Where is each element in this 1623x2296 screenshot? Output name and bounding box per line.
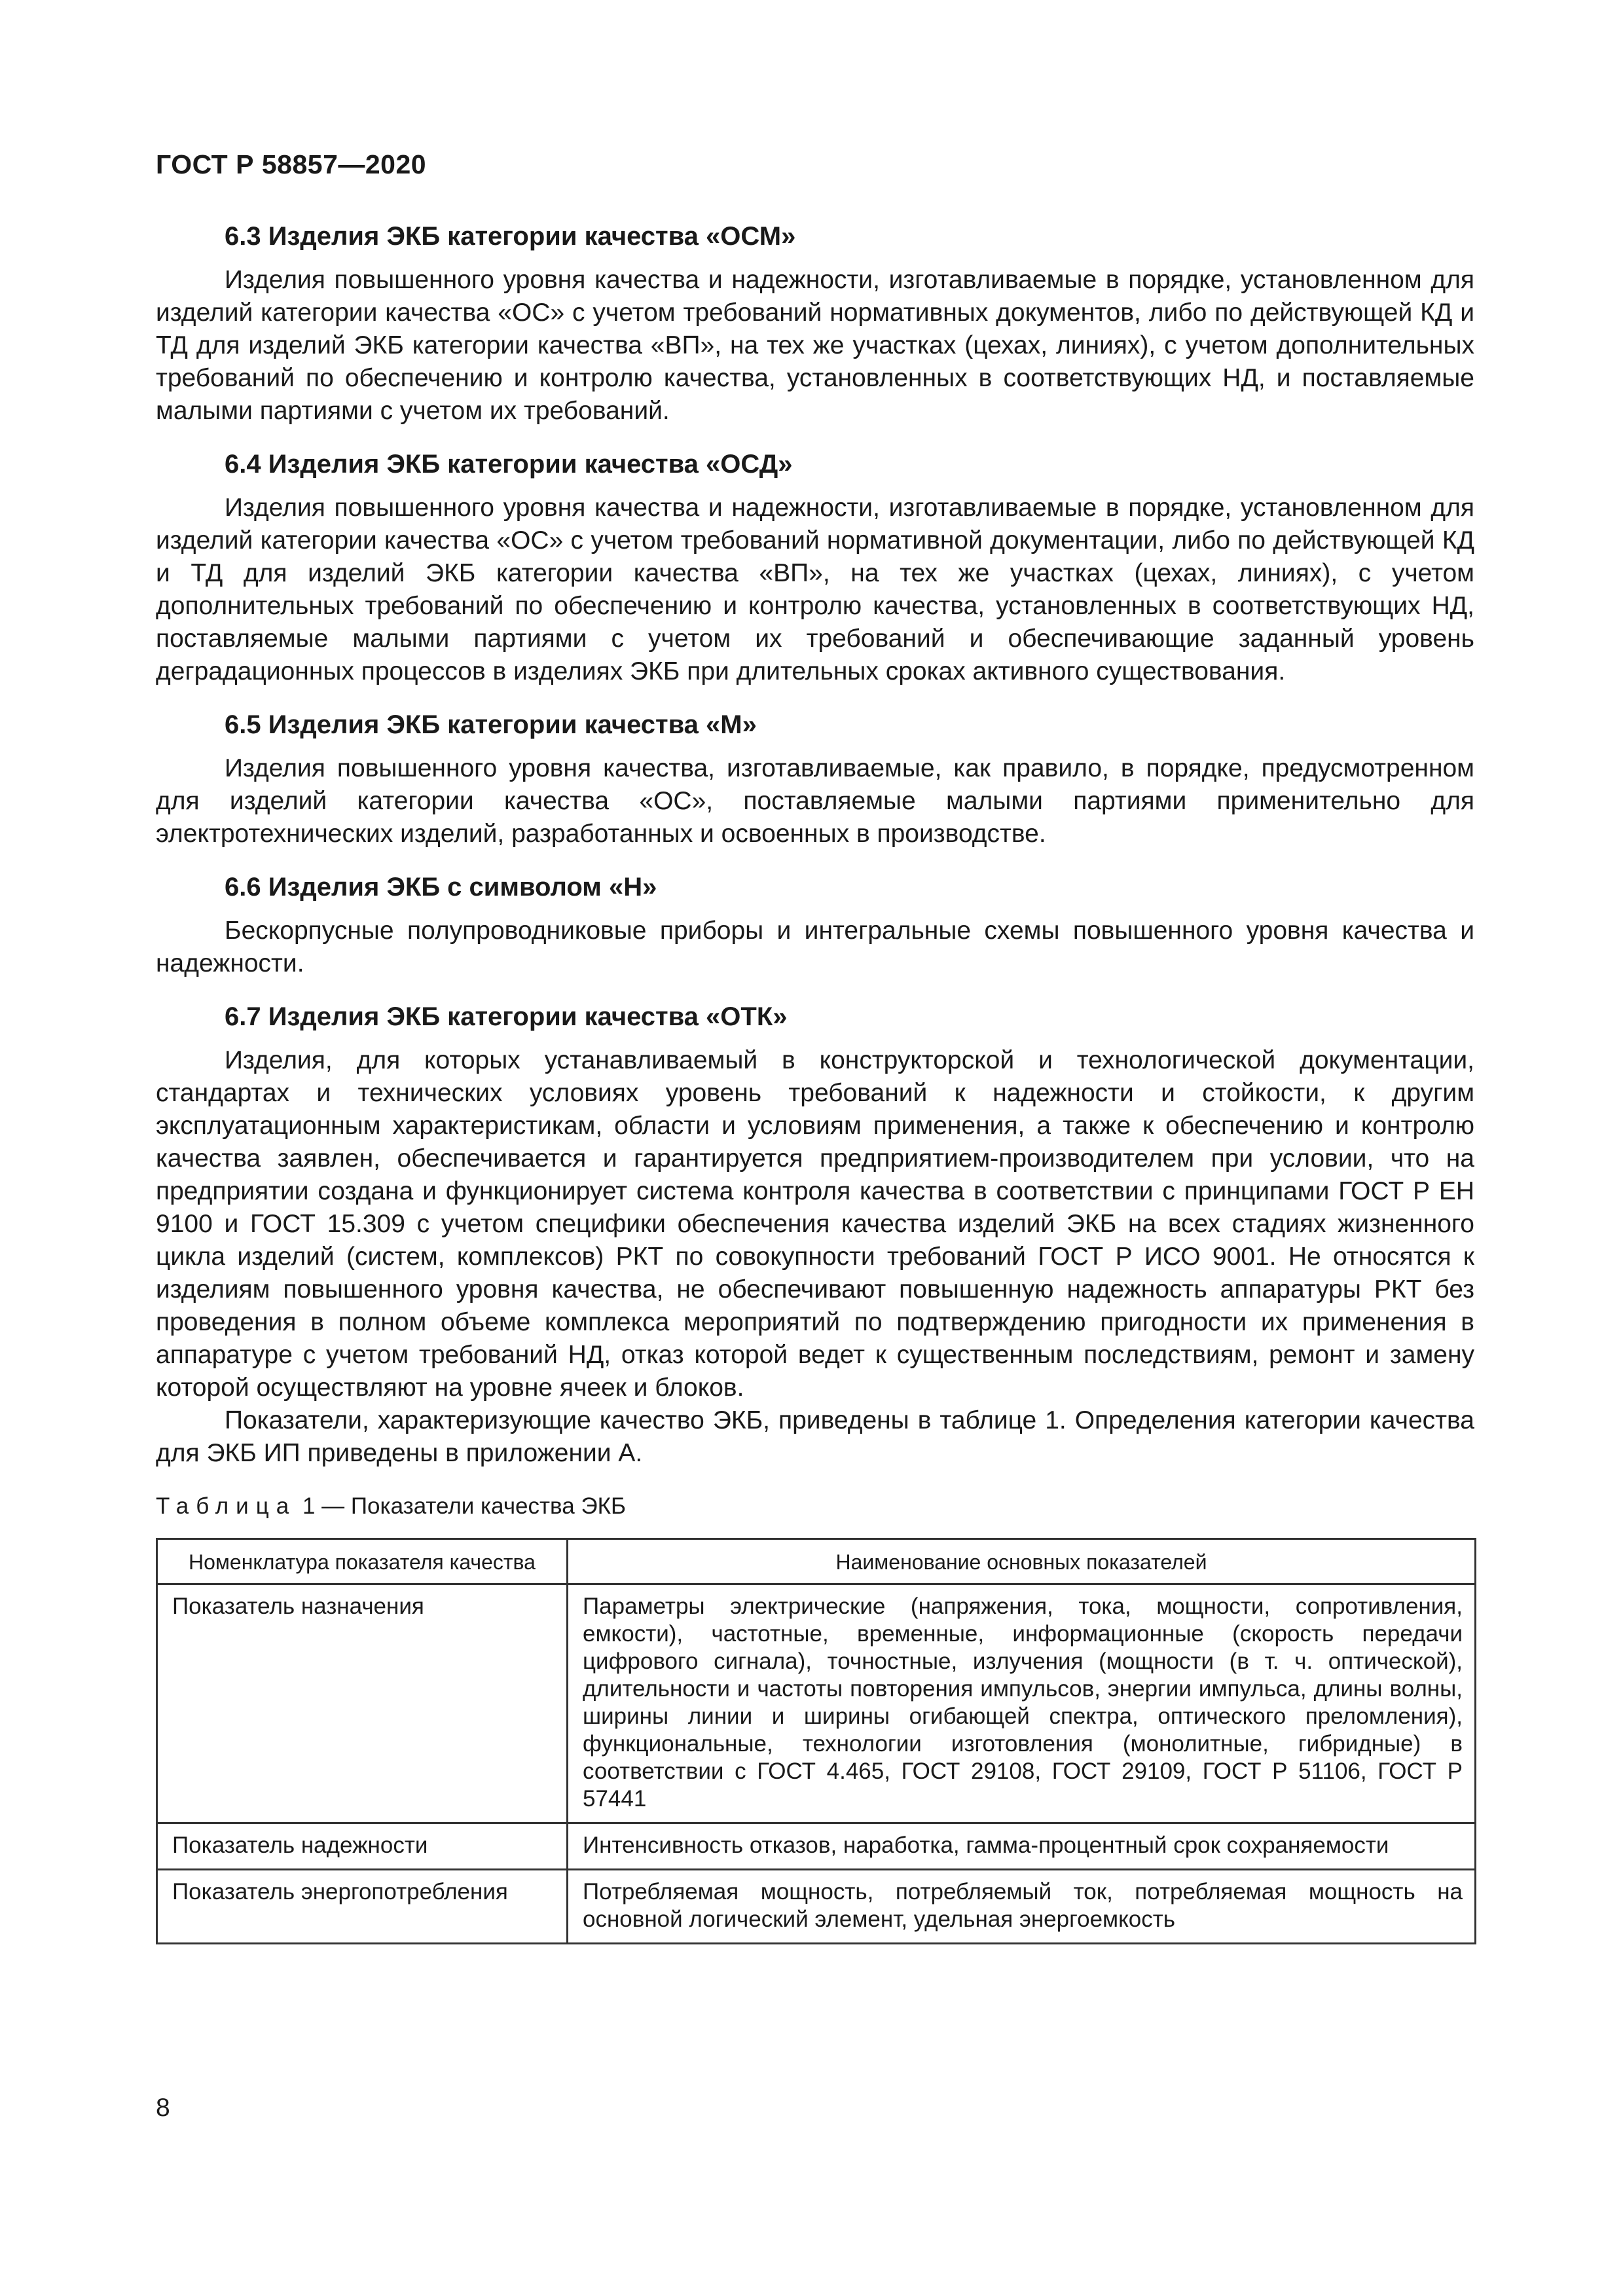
- standard-designation: ГОСТ Р 58857—2020: [156, 149, 427, 179]
- paragraph: Изделия повышенного уровня качества и надежности, изготавливаемые в порядке, установленном для изделий категории качества «ОС» с учетом требований нормативной документации, либо по действующей КД и ТД для изделий ЭКБ категории качества «ВП», на тех же участках (цехах, линиях), с учетом дополнительных требований по обеспечению и контролю качества, установленных в соответствующих НД, поставляемые малыми партиями с учетом их требований и обеспечивающие заданный уровень деградационных процессов в изделиях ЭКБ при длительных сроках активного существования.: [156, 494, 1474, 685]
- section-heading: 6.4 Изделия ЭКБ категории качества «ОСД»: [225, 450, 793, 479]
- paragraph: Изделия повышенного уровня качества, изготавливаемые, как правило, в порядке, предусмотренном для изделий категории качества «ОС», поставляемые малыми партиями применительно для электротехнических изделий, разработанных и освоенных в производстве.: [156, 754, 1474, 848]
- table-row: [157, 1823, 1476, 1870]
- quality-indicators-table: [156, 1538, 1476, 1944]
- table-caption-word: Таблица: [156, 1493, 297, 1519]
- paragraph: Показатели, характеризующие качество ЭКБ, приведены в таблице 1. Определения категории качества для ЭКБ ИП приведены в приложении А.: [156, 1406, 1474, 1467]
- section-6-4: [156, 447, 1474, 688]
- document-body: [156, 219, 1474, 1944]
- indicator-name-cell: Показатель надежности: [157, 1823, 568, 1870]
- section-heading: 6.3 Изделия ЭКБ категории качества «ОСМ»: [225, 222, 796, 251]
- paragraph: Изделия повышенного уровня качества и надежности, изготавливаемые в порядке, установленном для изделий категории качества «ОС» с учетом требований нормативных документов, либо по действующей КД и ТД для изделий ЭКБ категории качества «ВП», на тех же участках (цехах, линиях), с учетом дополнительных требований по обеспечению и контролю качества, установленных в соответствующих НД, и поставляемые малыми партиями с учетом их требований.: [156, 266, 1474, 425]
- section-6-7: [156, 1000, 1474, 1470]
- indicator-value-cell: Интенсивность отказов, наработка, гамма-процентный срок сохраняемости: [568, 1823, 1476, 1870]
- column-header: Номенклатура показателя качества: [157, 1539, 568, 1584]
- indicator-name-cell: Показатель энергопотребления: [157, 1870, 568, 1944]
- column-header: Наименование основных показателей: [568, 1539, 1476, 1584]
- section-heading: 6.6 Изделия ЭКБ с символом «Н»: [225, 873, 657, 902]
- table-row: [157, 1584, 1476, 1823]
- section-6-6: [156, 870, 1474, 980]
- section-heading: 6.5 Изделия ЭКБ категории качества «М»: [225, 710, 757, 739]
- section-6-3: [156, 219, 1474, 428]
- section-6-5: [156, 708, 1474, 850]
- section-heading: 6.7 Изделия ЭКБ категории качества «ОТК»: [225, 1002, 788, 1031]
- table-header-row: [157, 1539, 1476, 1584]
- indicator-value-cell: Потребляемая мощность, потребляемый ток, потребляемая мощность на основной логический элемент, удельная энергоемкость: [568, 1870, 1476, 1944]
- page-number: 8: [156, 2094, 170, 2122]
- paragraph: Бескорпусные полупроводниковые приборы и интегральные схемы повышенного уровня качества и надежности.: [156, 917, 1474, 977]
- paragraph: Изделия, для которых устанавливаемый в конструкторской и технологической документации, стандартах и технических условиях уровень требований к надежности и стойкости, к другим эксплуатационным характеристикам, области и условиям применения, а также к обеспечению и контролю качества заявлен, обеспечивается и гарантируется предприятием-производителем при условии, что на предприятии создана и функционирует система контроля качества в соответствии с принципами ГОСТ Р ЕН 9100 и ГОСТ 15.309 с учетом специфики обеспечения качества изделий ЭКБ на всех стадиях жизненного цикла изделий (систем, комплексов) РКТ по совокупности требований ГОСТ Р ИСО 9001. Не относятся к изделиям повышенного уровня качества, не обеспечивают повышенную надежность аппаратуры РКТ без проведения в полном объеме комплекса мероприятий по подтверждению пригодности их применения в аппаратуре с учетом требований НД, отказ которой ведет к существенным последствиям, ремонт и замену которой осуществляют на уровне ячеек и блоков.: [156, 1046, 1474, 1402]
- indicator-name-cell: Показатель назначения: [157, 1584, 568, 1823]
- table-caption-title: 1 — Показатели качества ЭКБ: [302, 1493, 626, 1519]
- table-caption: [156, 1493, 1474, 1520]
- indicator-value-cell: Параметры электрические (напряжения, тока, мощности, сопротивления, емкости), частотные, временные, информационные (скорость передачи цифрового сигнала), точностные, излучения (мощности (в т. ч. оптической), длительности и частоты повторения импульсов, энергии импульса, длины волны, ширины линии и ширины огибающей спектра, оптического преломления), функциональные, технологии изготовления (монолитные, гибридные) в соответствии с ГОСТ 4.465, ГОСТ 29108, ГОСТ 29109, ГОСТ Р 51106, ГОСТ Р 57441: [568, 1584, 1476, 1823]
- table-row: [157, 1870, 1476, 1944]
